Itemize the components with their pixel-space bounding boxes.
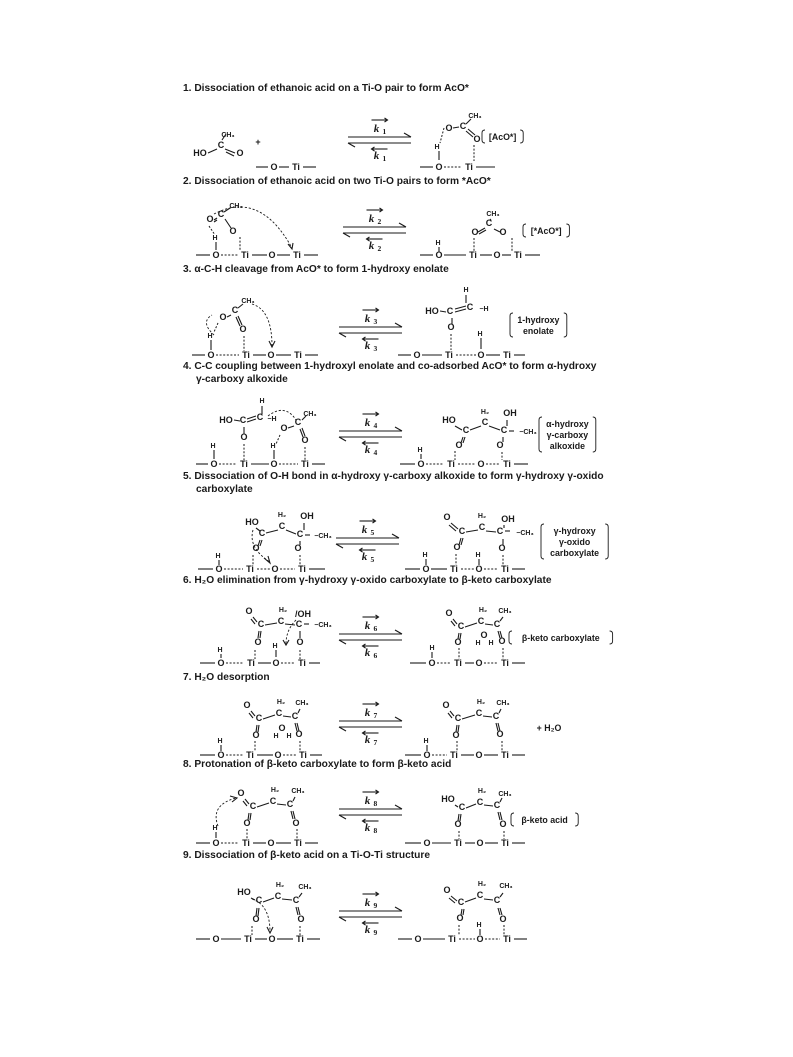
- hydrogen-atom: H: [259, 398, 265, 405]
- oxygen-atom: O: [207, 350, 215, 360]
- hydrogen-atom: H: [286, 733, 292, 740]
- carbon-atom: C: [296, 529, 304, 539]
- hydrogen-atom: H: [273, 733, 279, 740]
- hydrogen-atom: H: [429, 645, 435, 652]
- oxygen-atom: O: [271, 564, 279, 574]
- carbon-atom: C: [475, 708, 483, 718]
- oxygen-atom: O: [215, 564, 223, 574]
- titanium-atom: Ti: [298, 564, 306, 574]
- carbon-atom: C: [274, 891, 282, 901]
- rate-constant-index: 8: [373, 826, 378, 835]
- titanium-atom: Ti: [294, 838, 302, 848]
- oxygen-atom: O: [252, 543, 260, 553]
- oxygen-atom: O: [210, 459, 218, 469]
- hydrogen-atom: H: [475, 640, 481, 647]
- carbon-atom: C: [496, 526, 504, 536]
- product-label-text: [*AcO*]: [530, 226, 562, 236]
- titanium-atom: Ti: [447, 459, 455, 469]
- oxygen-atom: O: [295, 729, 303, 739]
- oxygen-atom: O: [270, 162, 278, 172]
- titanium-atom: Ti: [244, 934, 252, 944]
- hydrogen-atom: −H: [479, 306, 489, 313]
- oxygen-atom: O: [267, 350, 275, 360]
- step-title-1: 1. Dissociation of ethanoic acid on a Ti-O pair to form AcO*: [183, 83, 469, 94]
- titanium-atom: Ti: [445, 350, 453, 360]
- titanium-atom: Ti: [299, 750, 307, 760]
- oxygen-atom: O: [237, 788, 245, 798]
- rate-constant-index: 4: [373, 448, 378, 457]
- methyl-group: CH₃: [298, 884, 312, 891]
- rate-constant-index: 3: [373, 344, 378, 353]
- hydroxyl-group: OH: [300, 511, 314, 521]
- oxygen-atom: O: [480, 630, 488, 640]
- methylene-group: H₂: [276, 699, 286, 706]
- carbon-atom: C: [500, 425, 508, 435]
- rate-constant-forward: k: [364, 897, 371, 909]
- rate-constant-forward: k: [373, 123, 380, 135]
- oxygen-atom: O: [499, 227, 507, 237]
- product-label-text: alkoxide: [549, 441, 586, 451]
- carbon-atom: C: [231, 305, 239, 315]
- rate-constant-index: 9: [373, 928, 378, 937]
- methyl-group: CH₃: [498, 608, 512, 615]
- methyl-group: CH₃: [295, 700, 309, 707]
- carbon-atom: C: [295, 619, 303, 629]
- methylene-group: H₂: [477, 881, 487, 888]
- methyl-group: CH₃: [303, 411, 317, 418]
- hydrogen-atom: H: [272, 643, 278, 650]
- methyl-group: CH₃: [486, 211, 500, 218]
- product-label-text: enolate: [522, 326, 554, 336]
- hydrogen-atom: H: [215, 553, 221, 560]
- oxygen-atom: O: [217, 750, 225, 760]
- rate-constant-index: 8: [373, 799, 378, 808]
- titanium-atom: Ti: [448, 934, 456, 944]
- oxygen-atom: O: [442, 700, 450, 710]
- oxygen-atom: O: [270, 459, 278, 469]
- hydrogen-atom: H: [417, 447, 423, 454]
- plus-sign: +: [255, 137, 261, 147]
- product-label-text: β-keto acid: [521, 815, 568, 825]
- oxygen-atom: O: [413, 350, 421, 360]
- oxygen-atom: O: [212, 250, 220, 260]
- oxygen-atom: O: [414, 934, 422, 944]
- oxygen-atom: O: [240, 432, 248, 442]
- carbon-atom: C: [476, 797, 484, 807]
- carbon-atom: C: [278, 521, 286, 531]
- oxygen-atom: O: [267, 838, 275, 848]
- oxygen-atom: O: [493, 250, 501, 260]
- product-label-text: β-keto carboxylate: [521, 633, 600, 643]
- oxygen-atom: O: [217, 658, 225, 668]
- carbon-atom: C: [478, 522, 486, 532]
- oxygen-atom: O: [212, 934, 220, 944]
- product-label-text: α-hydroxy: [546, 419, 589, 429]
- rate-constant-index: 4: [373, 421, 378, 430]
- carbon-atom: C: [258, 528, 266, 538]
- hydroxyl-group: HO: [425, 306, 439, 316]
- oxygen-atom: O: [229, 226, 237, 236]
- hydrogen-atom: H: [488, 640, 494, 647]
- oxygen-atom: O: [475, 564, 483, 574]
- oxygen-atom: O: [453, 542, 461, 552]
- oxygen-atom: O: [447, 322, 455, 332]
- hydroxyl-group: OH: [503, 408, 517, 418]
- rate-constant-index: 2: [377, 217, 382, 226]
- oxygen-atom: O: [219, 312, 227, 322]
- carbon-atom: C: [477, 616, 485, 626]
- oxygen-atom: O: [268, 250, 276, 260]
- carbon-atom: C: [466, 302, 474, 312]
- carbon-atom: C: [481, 417, 489, 427]
- titanium-atom: Ti: [241, 250, 249, 260]
- product-label-2: [523, 224, 569, 237]
- rate-constant-forward: k: [364, 417, 371, 429]
- oxygen-atom: O: [280, 423, 288, 433]
- hydroxyl-group: HO: [442, 415, 456, 425]
- titanium-atom: Ti: [294, 350, 302, 360]
- titanium-atom: Ti: [242, 838, 250, 848]
- rate-constant-reverse: k: [364, 647, 371, 659]
- rate-constant-reverse: k: [364, 924, 371, 936]
- carbon-atom: C: [255, 713, 263, 723]
- titanium-atom: Ti: [469, 250, 477, 260]
- carbon-atom: C: [275, 708, 283, 718]
- carbon-atom: C: [217, 209, 225, 219]
- oxygen-atom: O: [206, 214, 214, 224]
- titanium-atom: Ti: [242, 350, 250, 360]
- product-label-text: γ-carboxy: [546, 430, 589, 440]
- titanium-atom: Ti: [454, 658, 462, 668]
- carbon-atom: C: [454, 713, 462, 723]
- oxygen-atom: O: [452, 730, 460, 740]
- carbon-atom: C: [457, 621, 465, 631]
- methylene-group: H₂: [477, 788, 487, 795]
- methylene-group: H₂: [480, 409, 490, 416]
- oxygen-atom: O: [454, 637, 462, 647]
- methyl-group: CH₃: [496, 700, 510, 707]
- step-title-3: 3. α-C-H cleavage from AcO* to form 1-hydroxy enolate: [183, 264, 449, 275]
- oxygen-atom: O: [476, 934, 484, 944]
- hydrogen-atom: H: [476, 922, 482, 929]
- carbon-atom: C: [457, 897, 465, 907]
- rate-constant-index: 1: [382, 154, 387, 163]
- rate-constant-index: 7: [373, 711, 378, 720]
- titanium-atom: Ti: [301, 459, 309, 469]
- methylene-group: H₂: [277, 512, 287, 519]
- carbon-atom: C: [458, 526, 466, 536]
- product-label-6: [509, 631, 613, 644]
- oxygen-atom: O: [422, 564, 430, 574]
- oxygen-atom: O: [254, 637, 262, 647]
- oxygen-atom: O: [473, 134, 481, 144]
- rate-constant-reverse: k: [364, 444, 371, 456]
- oxygen-atom: O: [435, 250, 443, 260]
- carbon-atom: C: [493, 895, 501, 905]
- oxygen-atom: O: [423, 750, 431, 760]
- product-label-text: γ-hydroxy: [553, 526, 596, 536]
- carbon-atom: C: [476, 890, 484, 900]
- step-title-2: 2. Dissociation of ethanoic acid on two Ti-O pairs to form *AcO*: [183, 176, 491, 187]
- oxygen-atom: O: [499, 914, 507, 924]
- oxygen-atom: O: [268, 934, 276, 944]
- titanium-atom: Ti: [292, 162, 300, 172]
- equilibrium-arrow-6: [339, 615, 402, 660]
- oxygen-atom: O: [477, 350, 485, 360]
- carbon-atom: C: [249, 801, 257, 811]
- rate-constant-index: 6: [373, 624, 378, 633]
- rate-constant-forward: k: [368, 213, 375, 225]
- product-label-text: carboxylate: [550, 548, 600, 558]
- rate-constant-reverse: k: [364, 340, 371, 352]
- rate-constant-forward: k: [364, 620, 371, 632]
- rate-constant-index: 3: [373, 317, 378, 326]
- oxygen-atom: O: [496, 729, 504, 739]
- methyl-group: CH₃: [241, 298, 255, 305]
- hydrogen-atom: H: [217, 647, 223, 654]
- methyl-group: −CH₃: [314, 622, 332, 629]
- equilibrium-arrow-7: [339, 702, 402, 747]
- step-title-7: 7. H₂O desorption: [183, 672, 270, 683]
- titanium-atom: Ti: [465, 162, 473, 172]
- titanium-atom: Ti: [514, 250, 522, 260]
- rate-constant-index: 2: [377, 244, 382, 253]
- methylene-group: H₂: [275, 882, 285, 889]
- carbon-atom: C: [462, 425, 470, 435]
- equilibrium-arrow-3: [339, 308, 402, 353]
- step-title-8: 8. Protonation of β-keto carboxylate to form β-keto acid: [183, 759, 452, 770]
- rate-constant-index: 9: [373, 901, 378, 910]
- hydrogen-atom: H: [207, 333, 213, 340]
- rate-constant-index: 1: [382, 127, 387, 136]
- oxygen-atom: O: [296, 637, 304, 647]
- titanium-atom: Ti: [246, 564, 254, 574]
- methyl-group: CH₃: [291, 788, 305, 795]
- methyl-group: −CH₃: [516, 530, 534, 537]
- oxygen-atom: O: [278, 723, 286, 733]
- carbon-atom: C: [269, 796, 277, 806]
- equilibrium-arrow-1: [348, 118, 411, 163]
- hydroxyl-group: /OH: [294, 609, 312, 619]
- step-title-5: 5. Dissociation of O-H bond in α-hydroxy γ-carboxy alkoxide to form γ-hydroxy γ-oxido: [183, 471, 604, 482]
- oxygen-atom: O: [212, 838, 220, 848]
- oxygen-atom: O: [477, 459, 485, 469]
- oxygen-atom: O: [443, 512, 451, 522]
- methyl-group: CH₃: [499, 883, 513, 890]
- oxygen-atom: O: [297, 914, 305, 924]
- carbon-atom: C: [493, 619, 501, 629]
- rate-constant-forward: k: [364, 313, 371, 325]
- oxygen-atom: O: [476, 838, 484, 848]
- oxygen-atom: O: [243, 700, 251, 710]
- hydrogen-atom: H: [212, 235, 218, 242]
- step-title-4-cont: γ-carboxy alkoxide: [196, 374, 288, 385]
- methyl-group: −CH₃: [519, 429, 537, 436]
- oxygen-atom: O: [499, 819, 507, 829]
- hydrogen-atom: H: [434, 144, 440, 151]
- rate-constant-reverse: k: [364, 734, 371, 746]
- methyl-group: CH₃: [498, 791, 512, 798]
- rate-constant-index: 6: [373, 651, 378, 660]
- product-label-4: [539, 417, 596, 452]
- rate-constant-forward: k: [364, 707, 371, 719]
- hydroxyl-group: HO: [245, 517, 259, 527]
- hydroxyl-group: OH: [501, 514, 515, 524]
- oxygen-atom: O: [443, 885, 451, 895]
- oxygen-atom: O: [274, 750, 282, 760]
- step-title-9: 9. Dissociation of β-keto acid on a Ti-O-Ti structure: [183, 850, 430, 861]
- oxygen-atom: O: [455, 440, 463, 450]
- oxygen-atom: O: [454, 819, 462, 829]
- carbon-atom: C: [294, 417, 302, 427]
- carbon-atom: C: [485, 218, 493, 228]
- titanium-atom: Ti: [246, 750, 254, 760]
- carbon-atom: C: [493, 800, 501, 810]
- oxygen-atom: O: [445, 123, 453, 133]
- titanium-atom: Ti: [450, 750, 458, 760]
- methylene-group: H₂: [476, 699, 486, 706]
- titanium-atom: Ti: [501, 564, 509, 574]
- oxygen-atom: O: [498, 543, 506, 553]
- equilibrium-arrow-4: [339, 412, 402, 457]
- rate-constant-reverse: k: [373, 150, 380, 162]
- oxygen-atom: O: [423, 838, 431, 848]
- methyl-group: CH₃: [468, 113, 482, 120]
- oxygen-atom: O: [236, 148, 244, 158]
- carbon-atom: C: [257, 619, 265, 629]
- titanium-atom: Ti: [450, 564, 458, 574]
- titanium-atom: Ti: [296, 934, 304, 944]
- titanium-atom: Ti: [503, 459, 511, 469]
- titanium-atom: Ti: [298, 658, 306, 668]
- oxygen-atom: O: [496, 440, 504, 450]
- equilibrium-arrow-2: [343, 208, 406, 253]
- rate-constant-index: 5: [370, 555, 375, 564]
- titanium-atom: Ti: [293, 250, 301, 260]
- methyl-group: −CH₃: [314, 533, 332, 540]
- product-label-text: [AcO*]: [488, 132, 517, 142]
- step-title-4: 4. C-C coupling between 1-hydroxyl enolate and co-adsorbed AcO* to form α-hydroxy: [183, 361, 597, 372]
- oxygen-atom: O: [456, 913, 464, 923]
- equilibrium-arrow-5: [336, 519, 399, 564]
- step-title-6: 6. H₂O elimination from γ-hydroxy γ-oxido carboxylate to β-keto carboxylate: [183, 575, 552, 586]
- oxygen-atom: O: [252, 730, 260, 740]
- methylene-group: H₂: [278, 607, 288, 614]
- oxygen-atom: O: [294, 543, 302, 553]
- oxygen-atom: O: [252, 914, 260, 924]
- carbon-atom: C: [277, 616, 285, 626]
- rate-constant-forward: k: [364, 795, 371, 807]
- rate-constant-reverse: k: [361, 551, 368, 563]
- product-label-text: 1-hydroxy: [517, 315, 560, 325]
- rate-constant-forward: k: [361, 524, 368, 536]
- hydrogen-atom: H: [210, 443, 216, 450]
- hydrogen-atom: H: [463, 287, 469, 294]
- carbon-atom: C: [446, 306, 454, 316]
- equilibrium-arrow-8: [339, 790, 402, 835]
- methylene-group: H₂: [478, 607, 488, 614]
- carbon-atom: C: [458, 802, 466, 812]
- hydroxyl-group: HO: [219, 415, 233, 425]
- product-label-3: [510, 313, 567, 337]
- product-label-5: [541, 524, 608, 559]
- oxygen-atom: O: [243, 818, 251, 828]
- carbon-atom: C: [255, 895, 263, 905]
- carbon-atom: C: [286, 799, 294, 809]
- carbon-atom: C: [292, 895, 300, 905]
- methylene-group: H₂: [270, 787, 280, 794]
- oxygen-atom: O: [471, 227, 479, 237]
- carbon-atom: C: [217, 140, 225, 150]
- oxygen-atom: O: [272, 658, 280, 668]
- titanium-atom: Ti: [247, 658, 255, 668]
- product-label-8: [511, 813, 578, 826]
- rate-constant-index: 7: [373, 738, 378, 747]
- rate-constant-reverse: k: [364, 822, 371, 834]
- oxygen-atom: O: [245, 606, 253, 616]
- hydrogen-atom: H: [423, 738, 429, 745]
- carbon-atom: C: [291, 711, 299, 721]
- product-label-1: [482, 130, 523, 143]
- titanium-atom: Ti: [240, 459, 248, 469]
- titanium-atom: Ti: [454, 838, 462, 848]
- hydrogen-atom: H: [212, 825, 218, 832]
- product-label-text: γ-oxido: [558, 537, 591, 547]
- hydrogen-atom: H: [435, 240, 441, 247]
- oxygen-atom: O: [445, 608, 453, 618]
- step-title-5-cont: carboxylate: [196, 484, 253, 495]
- carbon-atom: C: [239, 415, 247, 425]
- oxygen-atom: O: [428, 658, 436, 668]
- oxygen-atom: O: [475, 658, 483, 668]
- oxygen-atom: O: [475, 750, 483, 760]
- oxygen-atom: O: [301, 435, 309, 445]
- hydroxyl-group: HO: [441, 794, 455, 804]
- hydrogen-atom: H: [270, 443, 276, 450]
- oxygen-atom: O: [498, 636, 506, 646]
- oxygen-atom: O: [435, 162, 443, 172]
- carbon-atom: C: [492, 711, 500, 721]
- hydrogen-atom: −H: [267, 416, 277, 423]
- carbon-atom: C: [459, 121, 467, 131]
- methylene-group: H₂: [477, 513, 487, 520]
- hydrogen-atom: H: [217, 738, 223, 745]
- hydroxyl-group: HO: [237, 887, 251, 897]
- titanium-atom: Ti: [501, 750, 509, 760]
- methyl-group: CH₃: [229, 203, 243, 210]
- water-product: + H₂O: [536, 723, 562, 733]
- equilibrium-arrow-9: [339, 892, 402, 937]
- hydrogen-atom: H: [475, 552, 481, 559]
- oxygen-atom: O: [239, 324, 247, 334]
- oxygen-atom: O: [292, 818, 300, 828]
- hydrogen-atom: H: [477, 331, 483, 338]
- hydroxyl-group: HO: [193, 148, 207, 158]
- titanium-atom: Ti: [503, 934, 511, 944]
- rate-constant-index: 5: [370, 528, 375, 537]
- methyl-group: CH₃: [221, 132, 235, 139]
- titanium-atom: Ti: [501, 658, 509, 668]
- rate-constant-reverse: k: [368, 240, 375, 252]
- titanium-atom: Ti: [501, 838, 509, 848]
- carbon-atom: C: [256, 412, 264, 422]
- titanium-atom: Ti: [503, 350, 511, 360]
- hydrogen-atom: H: [422, 552, 428, 559]
- oxygen-atom: O: [417, 459, 425, 469]
